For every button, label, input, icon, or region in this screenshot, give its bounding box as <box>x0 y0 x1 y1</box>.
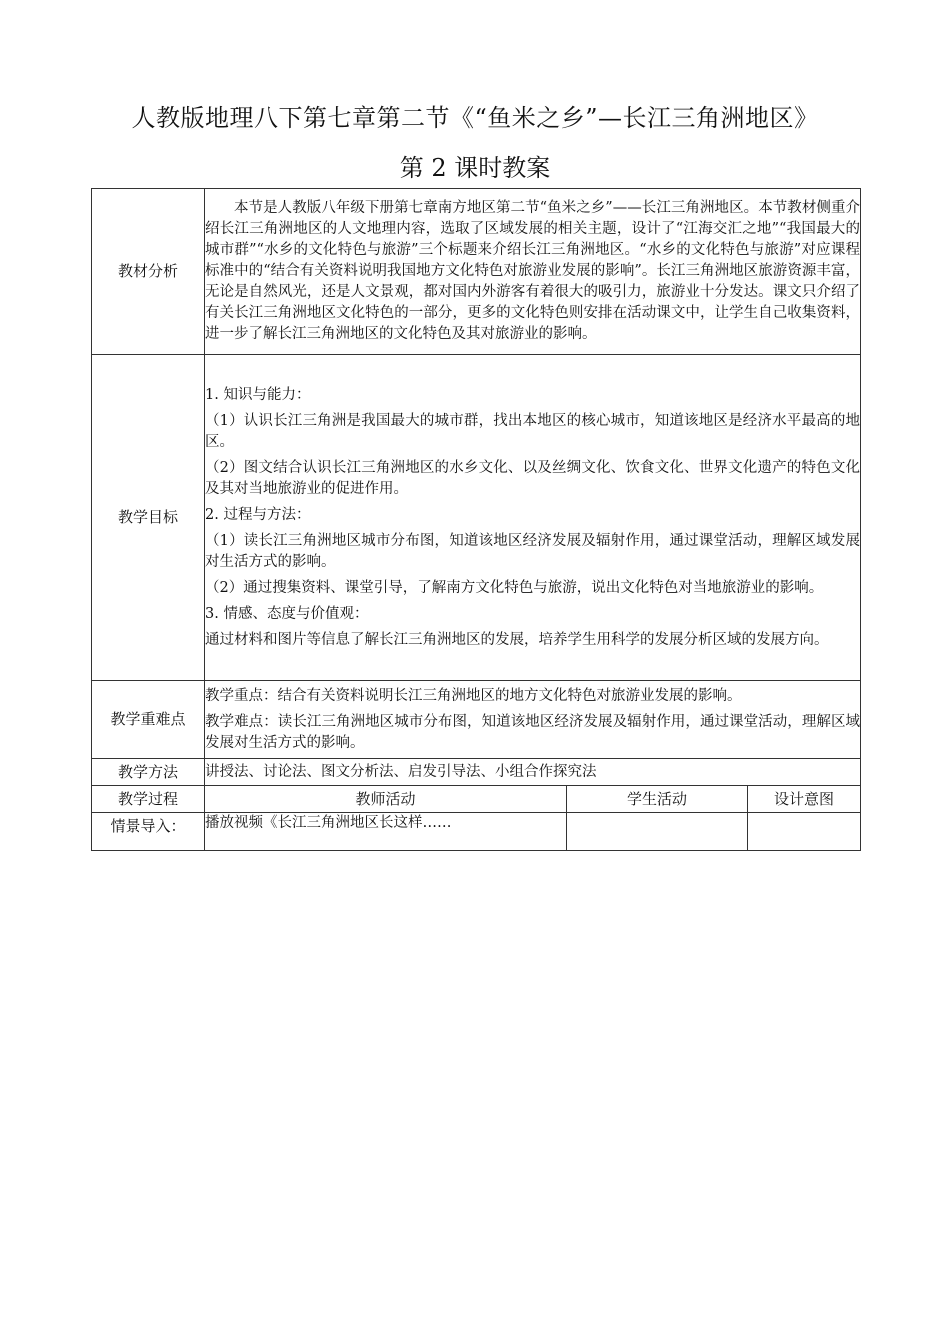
document-title: 人教版地理八下第七章第二节《“鱼米之乡”—长江三角洲地区》 <box>131 104 819 132</box>
row-key-points <box>92 681 861 759</box>
key-difficulty: 教学难点：读长江三角洲地区城市分布图，知道该地区经济发展及辐射作用，通过课堂活动，理解区域发展对生活方式的影响。 <box>205 713 861 751</box>
goals-knowledge-1: （1）认识长江三角洲是我国最大的城市群，找出本地区的核心城市，知道该地区是经济水平最高的地区。 <box>205 412 861 450</box>
cell-methods: 讲授法、讨论法、图文分析法、启发引导法、小组合作探究法 <box>205 759 861 786</box>
cell-intro-student <box>567 813 748 851</box>
cell-key-points <box>205 681 861 759</box>
cell-intro-teacher: 播放视频《长江三角洲地区长这样…… <box>205 813 567 851</box>
label-process: 教学过程 <box>92 786 205 813</box>
label-methods: 教学方法 <box>92 759 205 786</box>
row-methods <box>92 759 861 786</box>
header-student-activity: 学生活动 <box>567 786 748 813</box>
goals-attitude-1: 通过材料和图片等信息了解长江三角洲地区的发展，培养学生用科学的发展分析区域的发展方向。 <box>205 631 829 648</box>
goals-heading-knowledge: 1. 知识与能力： <box>205 386 311 403</box>
goals-heading-attitude: 3. 情感、态度与价值观： <box>205 605 369 622</box>
label-teaching-goals: 教学目标 <box>92 355 205 681</box>
goals-process-2: （2）通过搜集资料、课堂引导，了解南方文化特色与旅游，说出文化特色对当地旅游业的影响。 <box>205 579 824 596</box>
lesson-plan-table <box>91 188 861 851</box>
goals-knowledge-2: （2）图文结合认识长江三角洲地区的水乡文化、以及丝绸文化、饮食文化、世界文化遗产的特色文化及其对当地旅游业的促进作用。 <box>205 459 861 497</box>
goals-process-1: （1）读长江三角洲地区城市分布图，知道该地区经济发展及辐射作用，通过课堂活动，理解区域发展对生活方式的影响。 <box>205 532 861 570</box>
goals-heading-process: 2. 过程与方法： <box>205 506 311 523</box>
cell-intro-design <box>748 813 861 851</box>
cell-teaching-goals <box>205 355 861 681</box>
document-subtitle: 第 2 课时教案 <box>399 154 551 182</box>
row-material-analysis <box>92 189 861 355</box>
row-process-header <box>92 786 861 813</box>
header-design-intent: 设计意图 <box>748 786 861 813</box>
header-teacher-activity: 教师活动 <box>205 786 567 813</box>
cell-material-analysis <box>205 189 861 355</box>
material-analysis-text: 本节是人教版八年级下册第七章南方地区第二节“鱼米之乡”——长江三角洲地区。本节教材侧重介绍长江三角洲地区的人文地理内容，选取了区域发展的相关主题，设计了“江海交汇之地”“我国最大的城市群”“水乡的文化特色与旅游”三个标题来介绍长江三角洲地区。“水乡的文化特色与旅游”对应课程标准中的“结合有关资料说明我国地方文化特色对旅游业发展的影响”。长江三角洲地区旅游资源丰富，无论是自然风光，还是人文景观，都对国内外游客有着很大的吸引力，旅游业十分发达。课文只介绍了有关长江三角洲地区文化特色的一部分，更多的文化特色则安排在活动课文中，让学生自己收集资料，进一步了解长江三角洲地区的文化特色及其对旅游业的影响。 <box>205 200 861 342</box>
label-material-analysis: 教材分析 <box>92 189 205 355</box>
key-focus: 教学重点：结合有关资料说明长江三角洲地区的地方文化特色对旅游业发展的影响。 <box>205 687 742 704</box>
label-key-points: 教学重难点 <box>92 681 205 759</box>
row-teaching-goals <box>92 355 861 681</box>
label-intro: 情景导入： <box>92 813 205 851</box>
row-intro <box>92 813 861 851</box>
